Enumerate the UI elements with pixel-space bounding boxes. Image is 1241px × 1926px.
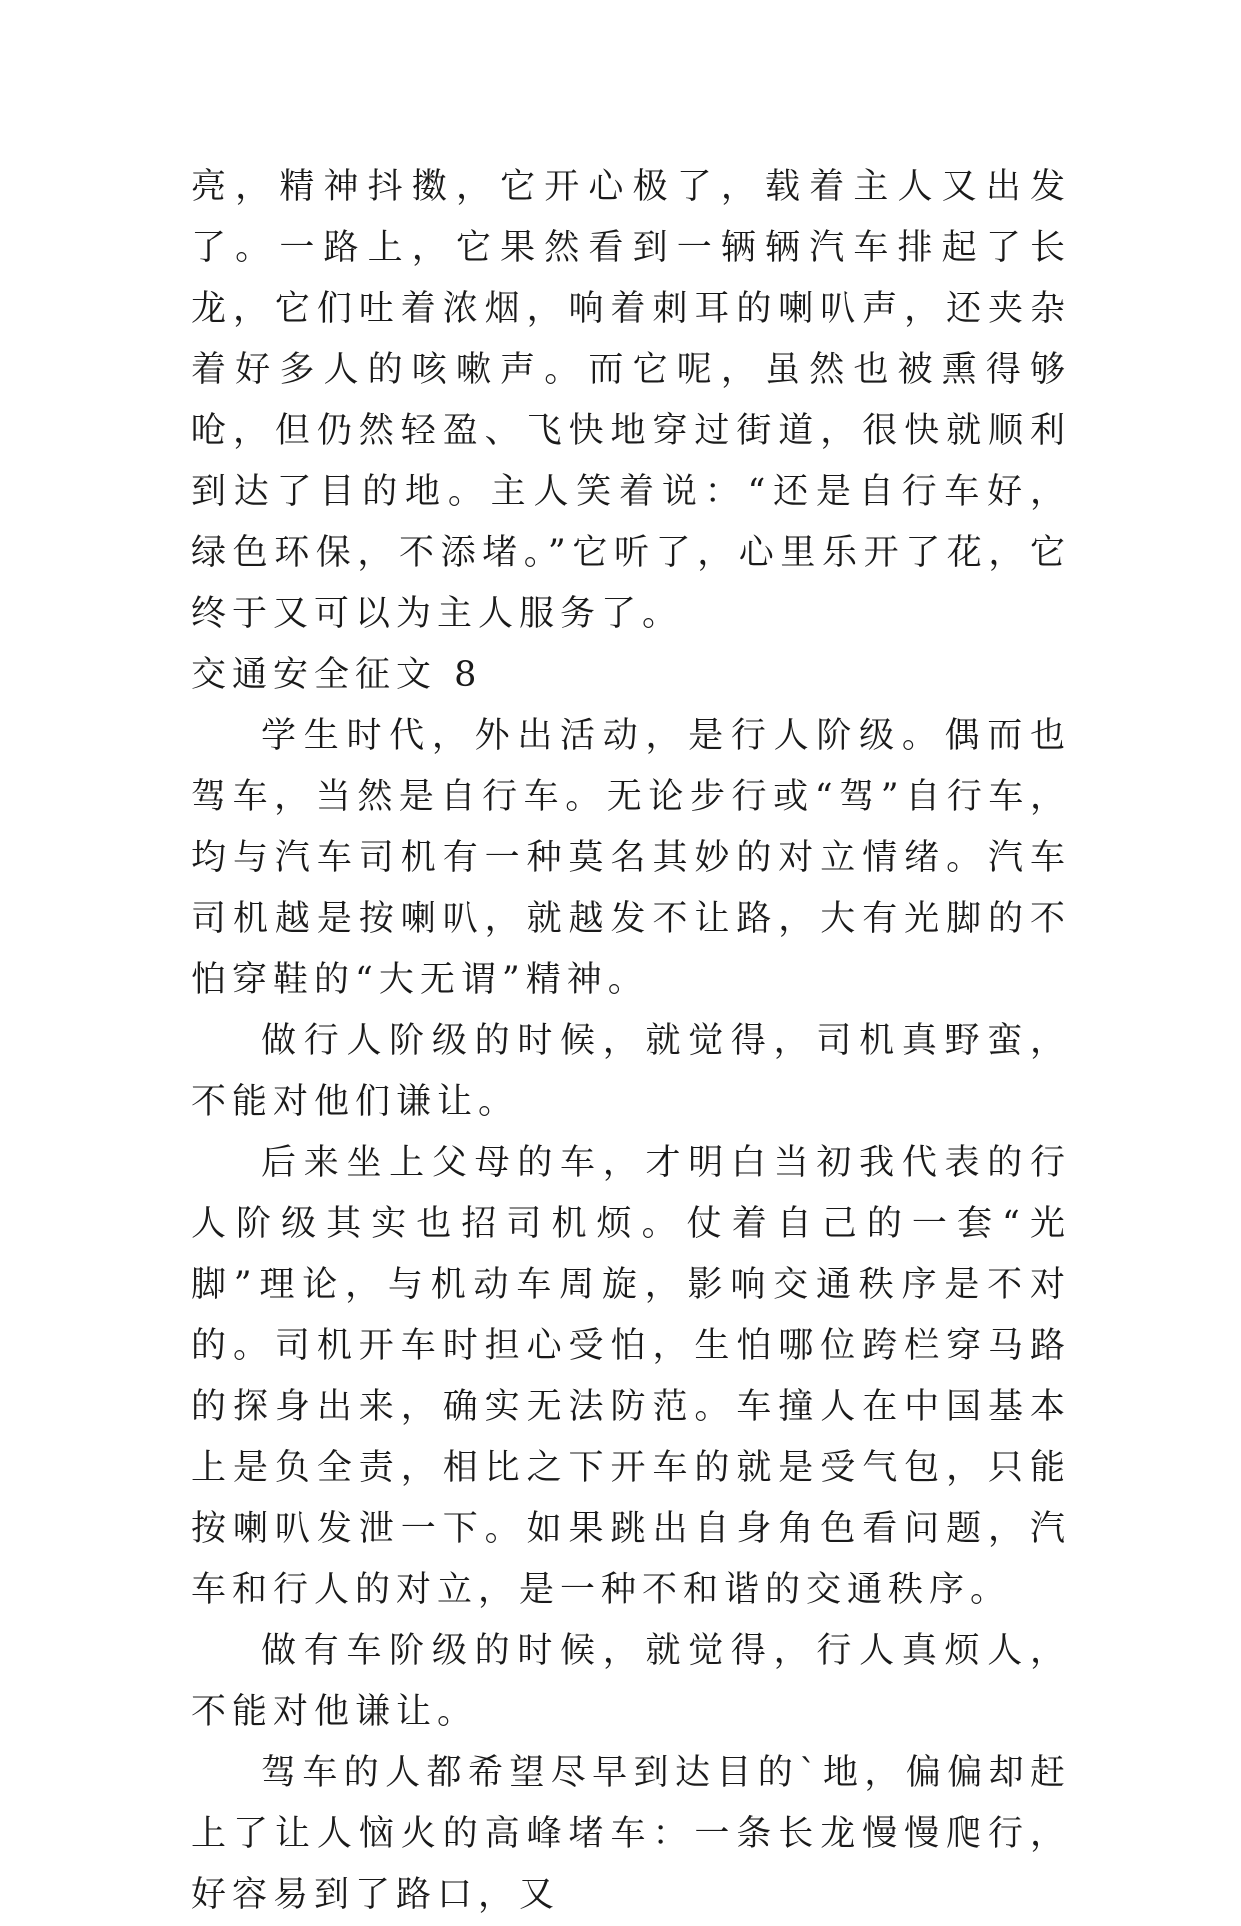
paragraph: 驾车的人都希望尽早到达目的`地，偏偏却赶上了让人恼火的高峰堵车：一条长龙慢慢爬行，好容易到了路口，又 [191, 1753, 1071, 1915]
paragraph: 做有车阶级的时候，就觉得，行人真烦人，不能对他谦让。 [191, 1631, 1071, 1732]
paragraph-continuation: 亮，精神抖擞，它开心极了，载着主人又出发了。一路上，它果然看到一辆辆汽车排起了长龙，它们吐着浓烟，响着刺耳的喇叭声，还夹杂着好多人的咳嗽声。而它呢，虽然也被熏得够呛，但仍然轻盈、飞快地穿过街道，很快就顺利到达了目的地。主人笑着说：“还是自行车好，绿色环保，不添堵。”它听了，心里乐开了花，它终于又可以为主人服务了。 [191, 167, 1071, 634]
document-body [191, 157, 1071, 1926]
paragraph: 学生时代，外出活动，是行人阶级。偶而也驾车，当然是自行车。无论步行或“驾”自行车，均与汽车司机有一种莫名其妙的对立情绪。汽车司机越是按喇叭，就越发不让路，大有光脚的不怕穿鞋的“大无谓”精神。 [191, 716, 1071, 1000]
paragraph: 后来坐上父母的车，才明白当初我代表的行人阶级其实也招司机烦。仗着自己的一套“光脚”理论，与机动车周旋，影响交通秩序是不对的。司机开车时担心受怕，生怕哪位跨栏穿马路的探身出来，确实无法防范。车撞人在中国基本上是负全责，相比之下开车的就是受气包，只能按喇叭发泄一下。如果跳出自身角色看问题，汽车和行人的对立，是一种不和谐的交通秩序。 [191, 1143, 1071, 1610]
paragraph: 做行人阶级的时候，就觉得，司机真野蛮，不能对他们谦让。 [191, 1021, 1071, 1122]
section-title: 交通安全征文 8 [191, 655, 483, 695]
